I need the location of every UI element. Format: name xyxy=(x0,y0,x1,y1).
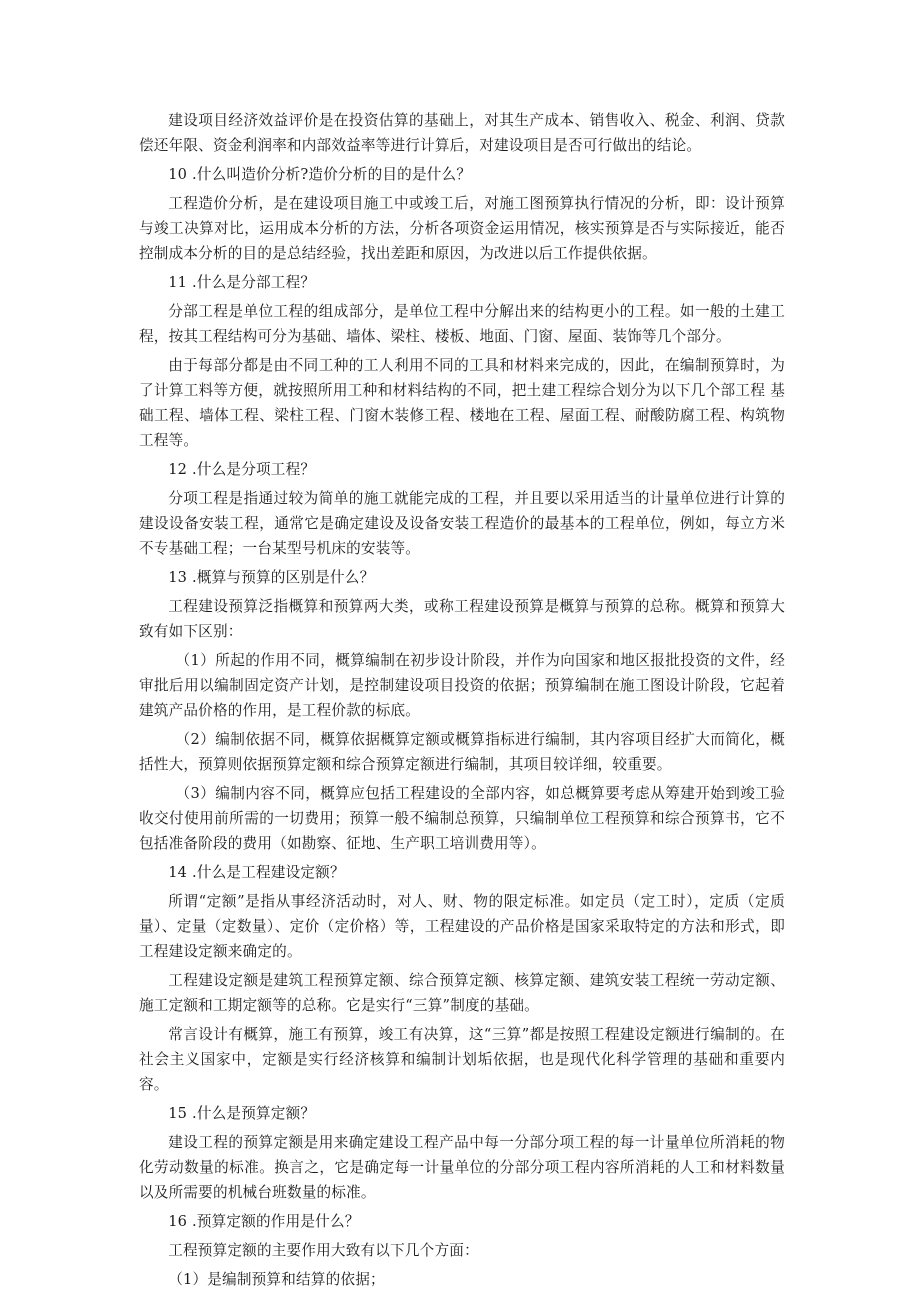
paragraph: 常言设计有概算，施工有预算，竣工有决算，这“三算”都是按照工程建设定额进行编制的。在社会主义国家中，定额是实行经济核算和编制计划垢依据，也是现代化科学管理的基础和重要内容。 xyxy=(139,1026,785,1093)
sub-paragraph: （1）所起的作用不同，概算编制在初步设计阶段，并作为向国家和地区报批投资的文件，经审批后用以编制固定资产计划，是控制建设项目投资的依据；预算编制在施工图设计阶段，它起着建筑产品价格的作用，是工程价款的标底。 xyxy=(139,652,785,719)
document-body xyxy=(139,108,785,1296)
paragraph: 建设工程的预算定额是用来确定建设工程产品中每一分部分项工程的每一计量单位所消耗的物化劳动数量的标准。换言之，它是确定每一计量单位的分部分项工程内容所消耗的人工和材料数量以及所需要的机械台班数量的标准。 xyxy=(139,1134,785,1201)
paragraph: （1）是编制预算和结算的依据； xyxy=(168,1271,385,1288)
question-heading: 16 .预算定额的作用是什么？ xyxy=(168,1213,360,1230)
question-heading: 11 .什么是分部工程？ xyxy=(168,274,316,291)
question-heading: 15 .什么是预算定额？ xyxy=(168,1105,316,1122)
question-heading: 14 .什么是工程建设定额？ xyxy=(168,864,345,881)
paragraph: 工程建设定额是建筑工程预算定额、综合预算定额、核算定额、建筑安装工程统一劳动定额、施工定额和工期定额等的总称。它是实行“三算”制度的基础。 xyxy=(139,972,785,1014)
paragraph: 工程预算定额的主要作用大致有以下几个方面： xyxy=(168,1242,479,1259)
paragraph: 建设项目经济效益评价是在投资估算的基础上，对其生产成本、销售收入、税金、利润、贷款偿还年限、资金利润率和内部效益率等进行计算后，对建设项目是否可行做出的结论。 xyxy=(139,112,785,154)
question-heading: 12 .什么是分项工程？ xyxy=(168,461,316,478)
sub-paragraph: （2）编制依据不同，概算依据概算定额或概算指标进行编制，其内容项目经扩大而简化，概括性大，预算则依据预算定额和综合预算定额进行编制，其项目较详细，较重要。 xyxy=(139,731,785,773)
paragraph: 由于每部分都是由不同工种的工人利用不同的工具和材料来完成的，因此，在编制预算时，为了计算工料等方便，就按照所用工种和材料结构的不同，把土建工程综合划分为以下几个部工程 基础工程、墙体工程、梁柱工程、门窗木装修工程、楼地在工程、屋面工程、耐酸防腐工程、构筑物工程等。 xyxy=(139,357,785,449)
paragraph: 分部工程是单位工程的组成部分，是单位工程中分解出来的结构更小的工程。如一般的土建工程，按其工程结构可分为基础、墙体、梁柱、楼板、地面、门窗、屋面、装饰等几个部分。 xyxy=(139,303,785,345)
question-heading: 10 .什么叫造价分析?造价分析的目的是什么？ xyxy=(168,166,472,183)
paragraph: 工程建设预算泛指概算和预算两大类，或称工程建设预算是概算与预算的总称。概算和预算大致有如下区别： xyxy=(139,598,785,640)
sub-paragraph: （3）编制内容不同，概算应包括工程建设的全部内容，如总概算要考虑从筹建开始到竣工验收交付使用前所需的一切费用；预算一般不编制总预算，只编制单位工程预算和综合预算书，它不包括准备阶段的费用（如勘察、征地、生产职工培训费用等）。 xyxy=(139,785,785,852)
paragraph: 工程造价分析，是在建设项目施工中或竣工后，对施工图预算执行情况的分析，即：设计预算与竣工决算对比，运用成本分析的方法，分析各项资金运用情况，核实预算是否与实际接近，能否控制成本分析的目的是总结经验，找出差距和原因，为改进以后工作提供依据。 xyxy=(139,195,785,262)
paragraph: 所谓“定额”是指从事经济活动时，对人、财、物的限定标准。如定员（定工时），定质（定质量）、定量（定数量）、定价（定价格）等，工程建设的产品价格是国家采取特定的方法和形式，即工程建设定额来确定的。 xyxy=(139,893,785,960)
paragraph: 分项工程是指通过较为简单的施工就能完成的工程，并且要以采用适当的计量单位进行计算的建设设备安装工程，通常它是确定建设及设备安装工程造价的最基本的工程单位，例如，每立方米不专基础工程；一台某型号机床的安装等。 xyxy=(139,490,785,557)
question-heading: 13 .概算与预算的区别是什么？ xyxy=(168,569,375,586)
